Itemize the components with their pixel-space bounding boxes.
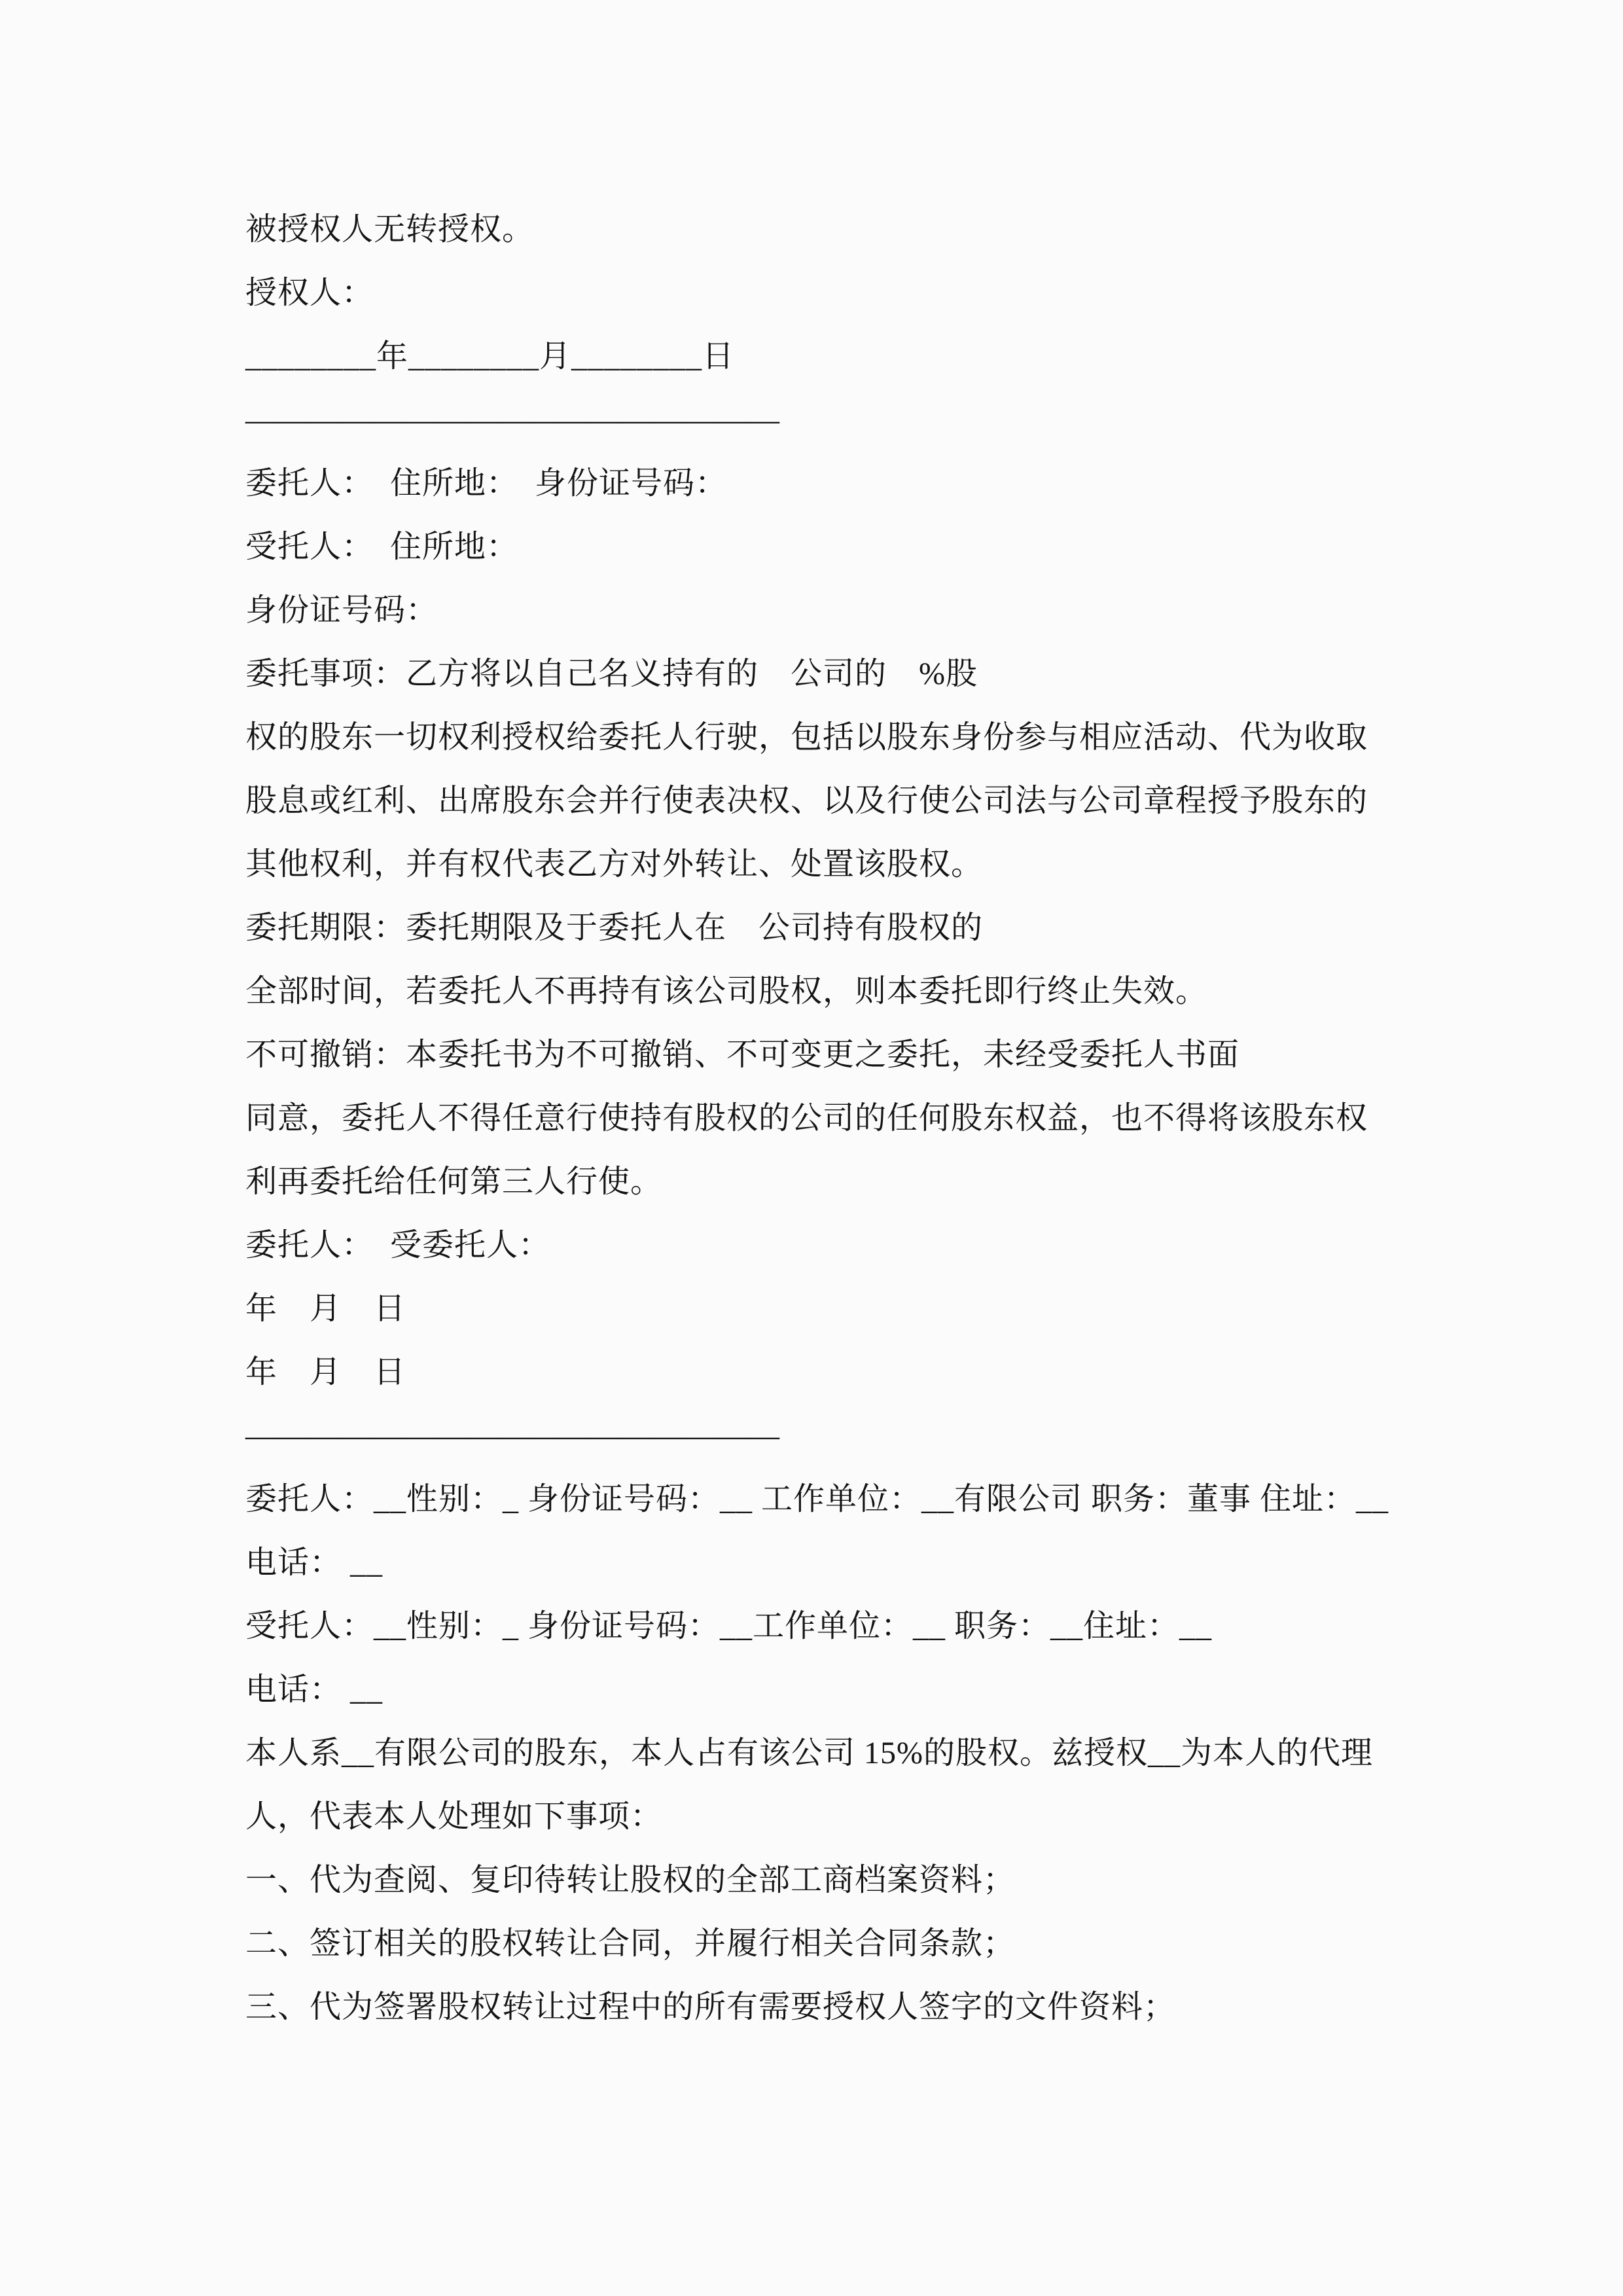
list-item-1: 一、代为查阅、复印待转让股权的全部工商档案资料； [245, 1863, 1016, 1897]
trustee-details-blank-form: 受托人：__性别：_ 身份证号码：__工作单位：__ 职务：__住址：__ [245, 1609, 1213, 1643]
paragraph-entrusted-matters-3: 股息或红利、出席股东会并行使表决权、以及行使公司法与公司章程授予股东的 [245, 783, 1368, 818]
signature-labels: 委托人： 受委托人： [245, 1228, 551, 1263]
list-item-3: 三、代为签署股权转让过程中的所有需要授权人签字的文件资料； [245, 1990, 1176, 2024]
principal-details-blank-form: 委托人：__性别：_ 身份证号码：__ 工作单位：__有限公司 职务：董事 住址：__ [245, 1482, 1389, 1516]
label-id-number: 身份证号码： [245, 593, 438, 628]
paragraph-entrust-term-2: 全部时间，若委托人不再持有该公司股权，则本委托即行终止失效。 [245, 974, 1208, 1009]
paragraph-entrusted-matters-1: 委托事项：乙方将以自己名义持有的 公司的 %股 [245, 656, 978, 691]
date-blank-line: ________年________月________日 [245, 339, 735, 374]
trustee-phone-blank: 电话： __ [245, 1672, 383, 1707]
paragraph-declaration-2: 人，代表本人处理如下事项： [245, 1799, 663, 1834]
paragraph-no-subdelegation: 被授权人无转授权。 [245, 212, 535, 247]
label-trustee-info: 受托人： 住所地： [245, 529, 519, 564]
label-principal-info: 委托人： 住所地： 身份证号码： [245, 466, 728, 501]
separator-dashes: ————————————————— [245, 1418, 779, 1453]
principal-phone-blank: 电话： __ [245, 1545, 383, 1580]
paragraph-irrevocable-3: 利再委托给任何第三人行使。 [245, 1164, 663, 1199]
paragraph-entrusted-matters-4: 其他权利，并有权代表乙方对外转让、处置该股权。 [245, 847, 984, 882]
list-item-2: 二、签订相关的股权转让合同，并履行相关合同条款； [245, 1926, 1016, 1961]
date-line-trustee: 年 月 日 [245, 1355, 406, 1390]
label-authorizer: 授权人： [245, 276, 374, 310]
paragraph-irrevocable-2: 同意，委托人不得任意行使持有股权的公司的任何股东权益，也不得将该股东权 [245, 1101, 1368, 1136]
paragraph-entrust-term-1: 委托期限：委托期限及于委托人在 公司持有股权的 [245, 910, 984, 945]
paragraph-entrusted-matters-2: 权的股东一切权利授权给委托人行驶，包括以股东身份参与相应活动、代为收取 [245, 720, 1368, 755]
separator-dashes: ————————————————— [245, 403, 779, 437]
paragraph-declaration-1: 本人系__有限公司的股东，本人占有该公司 15%的股权。兹授权__为本人的代理 [245, 1736, 1373, 1770]
paragraph-irrevocable-1: 不可撤销：本委托书为不可撤销、不可变更之委托，未经受委托人书面 [245, 1037, 1240, 1072]
document-body [245, 198, 1397, 2039]
date-line-principal: 年 月 日 [245, 1291, 406, 1326]
